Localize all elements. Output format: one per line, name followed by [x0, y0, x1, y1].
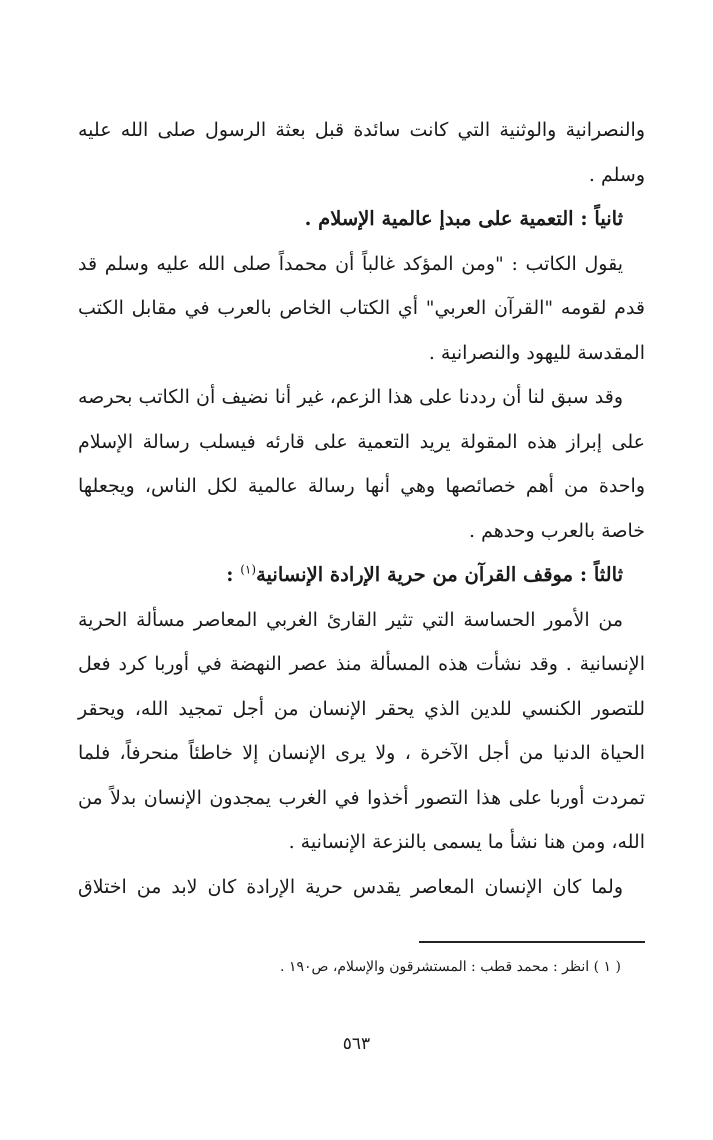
section-heading-2: ثانياً : التعمية على مبدإ عالمية الإسلام . — [304, 207, 623, 230]
paragraph-2b: وقد سبق لنا أن رددنا على هذا الزعم، غير أنا نضيف أن الكاتب بحرصه على إبراز هذه المقولة يريد التعمية على قارئه فيسلب رسالة الإسلام واحدة من أهم خصائصها وهي أنها رسالة عالمية لكل الناس، ويجعلها خاصة بالعرب وحدهم . — [78, 386, 645, 542]
footnote: ( ١ ) انظر : محمد قطب : المستشرقون والإسلام، ص١٩٠ . — [280, 959, 621, 975]
paragraph-intro: والنصرانية والوثنية التي كانت سائدة قبل بعثة الرسول صلى الله عليه وسلم . — [78, 119, 645, 186]
paragraph-3a: من الأمور الحساسة التي تثير القارئ الغربي المعاصر مسألة الحرية الإنسانية . وقد نشأت هذه المسألة منذ عصر النهضة في أوربا كرد فعل للتصور الكنسي للدين الذي يحقر الإنسان من أجل تمجيد الله، ويحقر الحياة الدنيا من أجل الآخرة ، ولا يرى الإنسان إلا خاطئاً منحرفاً، فلما تمردت أوربا على هذا التصور أخذوا في الغرب يمجدون الإنسان بدلاً من الله، ومن هنا نشأ ما يسمى بالنزعة الإنسانية . — [78, 608, 645, 853]
footnote-divider — [419, 941, 645, 943]
section-heading-3-tail: : — [226, 563, 241, 586]
section-heading-3-text: ثالثاً : موقف القرآن من حرية الإرادة الإنسانية — [256, 563, 623, 586]
paragraph-3b: ولما كان الإنسان المعاصر يقدس حرية الإرادة كان لابد من اختلاق — [78, 875, 623, 898]
footnote-marker: (١) — [240, 562, 257, 577]
paragraph-2a: يقول الكاتب : "ومن المؤكد غالباً أن محمداً صلى الله عليه وسلم قد قدم لقومه "القرآن العربي" أي الكتاب الخاص بالعرب في مقابل الكتب المقدسة لليهود والنصرانية . — [78, 252, 645, 364]
page-number: ٥٦٣ — [342, 1034, 371, 1054]
section-heading-3 — [78, 553, 645, 598]
page-body — [78, 108, 645, 909]
